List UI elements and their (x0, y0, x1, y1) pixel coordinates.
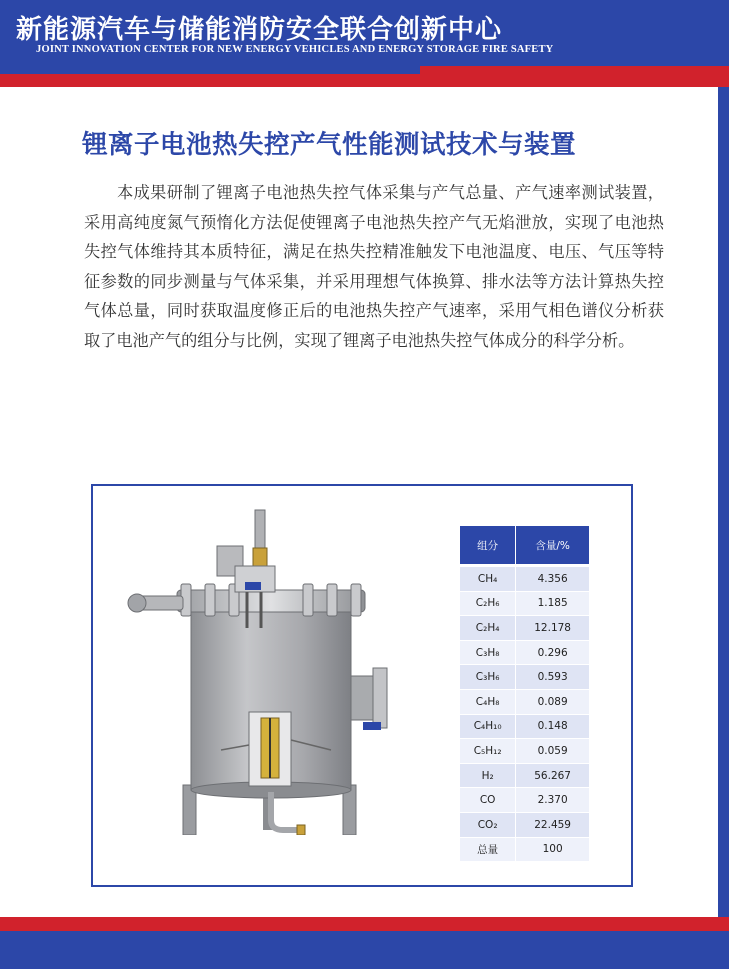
test-device-illustration (121, 500, 421, 835)
right-edge-stripe (718, 87, 729, 917)
body-paragraph: 本成果研制了锂离子电池热失控气体采集与产气总量、产气速率测试装置，采用高纯度氮气预惰化方法促使锂离子电池热失控产气无焰泄放，实现了电池热失控气体维持其本质特征，满足在热失控精准触发下电池温度、电压、气压等特征参数的同步测量与气体采集，并采用理想气体换算、排水法等方法计算热失控气体总量，同时获取温度修正后的电池热失控产气速率，采用气相色谱仪分析获取了电池产气的组分与比例，实现了锂离子电池热失控气体成分的科学分析。 (84, 183, 664, 350)
side-flange (373, 668, 387, 728)
header-red-band (0, 66, 729, 87)
cell-component: C₂H₄ (460, 616, 516, 641)
blue-fitting (245, 582, 261, 590)
header-component: 组分 (460, 526, 516, 566)
figure-frame (91, 484, 633, 887)
hinge-knob (128, 594, 146, 612)
footer-red-band (0, 917, 729, 931)
cell-component: CO₂ (460, 812, 516, 837)
cell-value: 0.593 (516, 665, 589, 690)
table-row (460, 665, 589, 690)
side-connector (363, 722, 381, 730)
cell-value: 4.356 (516, 566, 589, 592)
cell-component: C₅H₁₂ (460, 739, 516, 764)
top-pipe (255, 510, 265, 550)
cell-value: 0.296 (516, 640, 589, 665)
cell-component: C₄H₁₀ (460, 714, 516, 739)
cell-value: 0.148 (516, 714, 589, 739)
cell-component: C₃H₈ (460, 640, 516, 665)
cell-component: H₂ (460, 763, 516, 788)
table-row (460, 640, 589, 665)
table-row (460, 763, 589, 788)
cell-value: 100 (516, 837, 589, 861)
gas-composition-table (460, 526, 589, 861)
cell-value: 1.185 (516, 591, 589, 616)
cell-value: 0.089 (516, 689, 589, 714)
page-title: 锂离子电池热失控产气性能测试技术与装置 (82, 130, 577, 160)
cell-component: C₃H₆ (460, 665, 516, 690)
cell-component: 总量 (460, 837, 516, 861)
cell-value: 56.267 (516, 763, 589, 788)
table-header-row (460, 526, 589, 566)
table-row (460, 788, 589, 813)
table-row (460, 837, 589, 861)
header-title-cn: 新能源汽车与储能消防安全联合创新中心 (16, 15, 503, 45)
table-row (460, 616, 589, 641)
cell-value: 22.459 (516, 812, 589, 837)
table-row (460, 566, 589, 592)
cell-component: CH₄ (460, 566, 516, 592)
footer-blue-band (0, 931, 729, 969)
cell-value: 12.178 (516, 616, 589, 641)
cell-value: 2.370 (516, 788, 589, 813)
table-row (460, 591, 589, 616)
cell-value: 0.059 (516, 739, 589, 764)
cell-component: C₂H₆ (460, 591, 516, 616)
table-row (460, 689, 589, 714)
header-banner (0, 0, 729, 66)
cell-component: C₄H₈ (460, 689, 516, 714)
header-content: 含量/% (516, 526, 589, 566)
side-port (351, 676, 375, 720)
table-row (460, 714, 589, 739)
cell-component: CO (460, 788, 516, 813)
header-title-en: JOINT INNOVATION CENTER FOR NEW ENERGY VEHICLES AND ENERGY STORAGE FIRE SAFETY (36, 44, 554, 55)
header-band-shade (0, 66, 420, 74)
table-row (460, 739, 589, 764)
table-row (460, 812, 589, 837)
